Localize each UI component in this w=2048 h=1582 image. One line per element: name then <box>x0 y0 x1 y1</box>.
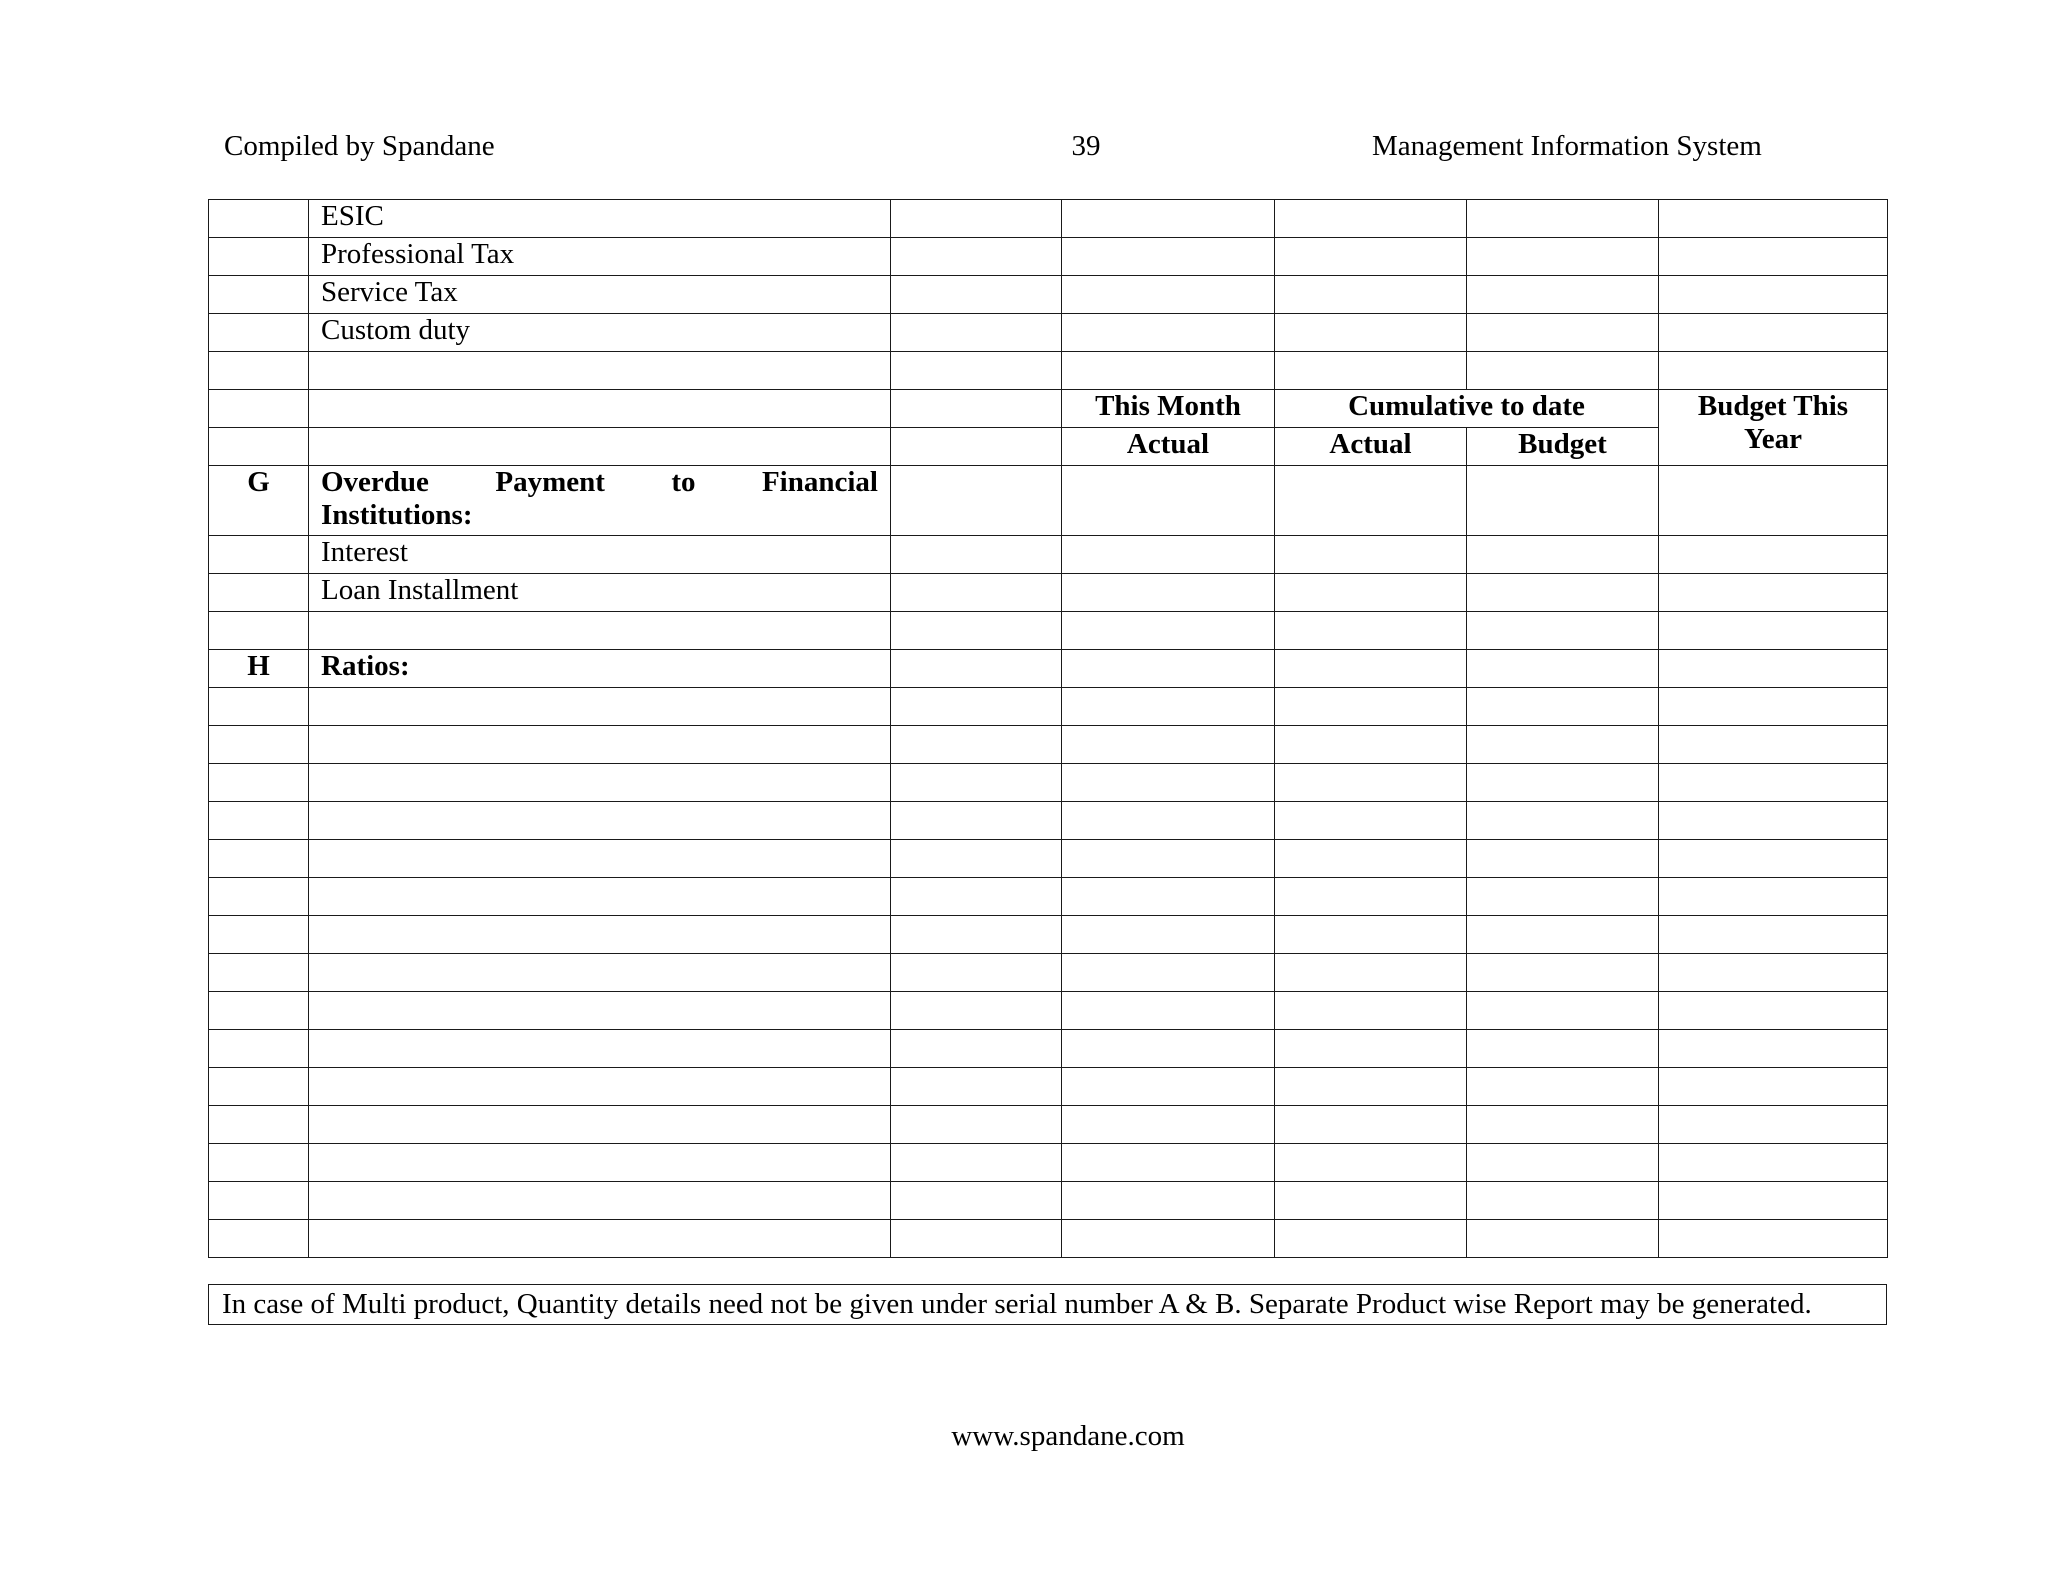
row-label-professional-tax: Professional Tax <box>309 238 891 276</box>
cell <box>1275 802 1467 840</box>
section-title-g-line1 <box>321 466 878 499</box>
cell <box>1275 466 1467 536</box>
cell <box>1467 802 1659 840</box>
header-budget-this-year <box>1659 390 1888 466</box>
table-row <box>209 688 1888 726</box>
cell <box>209 916 309 954</box>
cell <box>309 1182 891 1220</box>
cell <box>891 992 1062 1030</box>
section-title-g-line2: Institutions: <box>321 499 473 531</box>
table-row <box>209 954 1888 992</box>
table-row <box>209 726 1888 764</box>
cell <box>891 574 1062 612</box>
cell <box>1467 1144 1659 1182</box>
cell <box>891 238 1062 276</box>
cell <box>1659 612 1888 650</box>
cell <box>1062 916 1275 954</box>
cell <box>891 314 1062 352</box>
title-word: Overdue <box>321 466 429 498</box>
cell <box>1062 466 1275 536</box>
cell <box>1659 992 1888 1030</box>
cell <box>1467 352 1659 390</box>
cell <box>1467 916 1659 954</box>
cell <box>309 878 891 916</box>
cell <box>1467 1030 1659 1068</box>
cell <box>1062 536 1275 574</box>
cell <box>1062 1220 1275 1258</box>
cell <box>1659 650 1888 688</box>
cell <box>209 1106 309 1144</box>
cell <box>309 840 891 878</box>
cell <box>1275 1068 1467 1106</box>
cell <box>891 726 1062 764</box>
header-this-month-actual: Actual <box>1062 428 1275 466</box>
cell <box>209 390 309 428</box>
cell <box>1467 1068 1659 1106</box>
cell <box>1467 612 1659 650</box>
cell <box>1659 536 1888 574</box>
table-row <box>209 200 1888 238</box>
table-row <box>209 1144 1888 1182</box>
cell <box>1062 612 1275 650</box>
cell <box>1062 314 1275 352</box>
table-row <box>209 612 1888 650</box>
cell <box>1659 878 1888 916</box>
cell <box>1275 954 1467 992</box>
cell <box>1275 688 1467 726</box>
cell <box>209 688 309 726</box>
cell <box>1275 1144 1467 1182</box>
table-row <box>209 574 1888 612</box>
title-word: to <box>671 466 696 498</box>
cell <box>1467 840 1659 878</box>
table-row <box>209 840 1888 878</box>
cell <box>891 390 1062 428</box>
cell <box>1659 840 1888 878</box>
table-row <box>209 764 1888 802</box>
cell <box>1467 992 1659 1030</box>
cell <box>1062 276 1275 314</box>
cell <box>1467 276 1659 314</box>
cell <box>1062 1030 1275 1068</box>
cell <box>1275 352 1467 390</box>
cell <box>1659 1068 1888 1106</box>
row-label-loan-installment: Loan Installment <box>309 574 891 612</box>
header-this-month: This Month <box>1062 390 1275 428</box>
table-row <box>209 238 1888 276</box>
cell <box>1467 536 1659 574</box>
cell <box>1659 466 1888 536</box>
header-budget-this-year-line2: Year <box>1744 423 1802 455</box>
cell <box>1275 916 1467 954</box>
cell <box>209 428 309 466</box>
cell <box>1062 878 1275 916</box>
cell <box>309 954 891 992</box>
cell <box>309 1068 891 1106</box>
header-title: Management Information System <box>1372 130 1762 162</box>
cell <box>891 878 1062 916</box>
cell <box>309 1030 891 1068</box>
cell <box>1062 1144 1275 1182</box>
table-row <box>209 276 1888 314</box>
cell <box>209 1144 309 1182</box>
cell <box>891 764 1062 802</box>
table-row <box>209 1106 1888 1144</box>
cell <box>1062 764 1275 802</box>
table-row <box>209 992 1888 1030</box>
cell <box>1467 1106 1659 1144</box>
cell <box>1062 650 1275 688</box>
cell <box>1275 574 1467 612</box>
cell <box>1062 726 1275 764</box>
cell <box>1275 276 1467 314</box>
cell <box>891 1182 1062 1220</box>
section-row-g <box>209 466 1888 536</box>
cell <box>1659 1220 1888 1258</box>
cell <box>1275 1220 1467 1258</box>
cell <box>309 1144 891 1182</box>
cell <box>309 802 891 840</box>
cell <box>309 1106 891 1144</box>
cell <box>891 352 1062 390</box>
cell <box>1659 726 1888 764</box>
section-title-g <box>309 466 891 536</box>
cell <box>209 574 309 612</box>
cell <box>1467 878 1659 916</box>
cell <box>891 916 1062 954</box>
cell <box>209 802 309 840</box>
cell <box>309 612 891 650</box>
cell <box>1467 466 1659 536</box>
title-word: Payment <box>495 466 605 498</box>
cell <box>209 840 309 878</box>
cell <box>1659 688 1888 726</box>
row-label-interest: Interest <box>309 536 891 574</box>
cell <box>309 992 891 1030</box>
cell <box>1659 314 1888 352</box>
cell <box>1275 1182 1467 1220</box>
cell <box>891 802 1062 840</box>
table-row <box>209 1068 1888 1106</box>
cell <box>209 536 309 574</box>
cell <box>209 612 309 650</box>
cell <box>1467 726 1659 764</box>
note-box: In case of Multi product, Quantity details need not be given under serial number A & B. Separate Product wise Report may be generated. <box>208 1284 1887 1325</box>
cell <box>891 1220 1062 1258</box>
cell <box>209 954 309 992</box>
table-row <box>209 1030 1888 1068</box>
cell <box>891 1068 1062 1106</box>
cell <box>1467 1182 1659 1220</box>
cell <box>309 688 891 726</box>
cell <box>891 200 1062 238</box>
header-compiled-by: Compiled by Spandane <box>224 130 495 162</box>
cell <box>891 1144 1062 1182</box>
cell <box>1062 352 1275 390</box>
cell <box>209 764 309 802</box>
cell <box>1062 1068 1275 1106</box>
cell <box>1659 802 1888 840</box>
cell <box>1275 878 1467 916</box>
cell <box>1659 954 1888 992</box>
cell <box>309 390 891 428</box>
cell <box>1062 574 1275 612</box>
cell <box>1467 238 1659 276</box>
cell <box>1659 200 1888 238</box>
cell <box>1659 1030 1888 1068</box>
cell <box>1659 574 1888 612</box>
section-letter-g: G <box>209 466 309 536</box>
cell <box>1659 764 1888 802</box>
cell <box>309 1220 891 1258</box>
header-cumulative-actual: Actual <box>1275 428 1467 466</box>
cell <box>891 466 1062 536</box>
cell <box>1275 314 1467 352</box>
cell <box>1467 1220 1659 1258</box>
row-label-custom-duty: Custom duty <box>309 314 891 352</box>
footer-url: www.spandane.com <box>951 1420 1185 1452</box>
cell <box>1467 764 1659 802</box>
cell <box>1659 1106 1888 1144</box>
header-cumulative-budget: Budget <box>1467 428 1659 466</box>
cell <box>1275 200 1467 238</box>
column-header-row <box>209 390 1888 428</box>
cell <box>891 954 1062 992</box>
cell <box>891 428 1062 466</box>
cell <box>209 726 309 764</box>
table-row <box>209 878 1888 916</box>
cell <box>1659 1182 1888 1220</box>
cell <box>891 688 1062 726</box>
cell <box>891 612 1062 650</box>
table-row <box>209 536 1888 574</box>
table-row <box>209 916 1888 954</box>
cell <box>209 352 309 390</box>
cell <box>1275 650 1467 688</box>
cell <box>1062 840 1275 878</box>
table-row <box>209 802 1888 840</box>
section-letter-h: H <box>209 650 309 688</box>
cell <box>1659 276 1888 314</box>
cell <box>209 992 309 1030</box>
cell <box>1062 238 1275 276</box>
cell <box>1275 238 1467 276</box>
cell <box>209 878 309 916</box>
cell <box>1659 916 1888 954</box>
cell <box>1467 650 1659 688</box>
cell <box>209 1182 309 1220</box>
cell <box>309 352 891 390</box>
column-header-row <box>209 428 1888 466</box>
cell <box>209 238 309 276</box>
title-word: Financial <box>761 466 878 498</box>
cell <box>891 276 1062 314</box>
cell <box>209 314 309 352</box>
cell <box>1062 688 1275 726</box>
cell <box>1275 992 1467 1030</box>
cell <box>209 1068 309 1106</box>
cell <box>1659 352 1888 390</box>
table-row <box>209 1182 1888 1220</box>
cell <box>1062 1106 1275 1144</box>
cell <box>891 536 1062 574</box>
cell <box>1275 1106 1467 1144</box>
cell <box>209 276 309 314</box>
cell <box>1467 954 1659 992</box>
cell <box>1275 1030 1467 1068</box>
cell <box>1062 200 1275 238</box>
cell <box>1275 612 1467 650</box>
cell <box>1275 726 1467 764</box>
cell <box>891 650 1062 688</box>
cell <box>1275 840 1467 878</box>
cell <box>1062 992 1275 1030</box>
section-row-h <box>209 650 1888 688</box>
row-label-service-tax: Service Tax <box>309 276 891 314</box>
cell <box>1659 238 1888 276</box>
cell <box>309 916 891 954</box>
cell <box>209 1220 309 1258</box>
cell <box>309 428 891 466</box>
cell <box>1275 536 1467 574</box>
cell <box>209 200 309 238</box>
cell <box>1467 314 1659 352</box>
cell <box>209 1030 309 1068</box>
cell <box>309 726 891 764</box>
section-title-h: Ratios: <box>309 650 891 688</box>
cell <box>891 1106 1062 1144</box>
header-budget-this-year-line1: Budget This <box>1697 390 1849 422</box>
cell <box>1467 688 1659 726</box>
cell <box>891 840 1062 878</box>
cell <box>1659 1144 1888 1182</box>
table-row <box>209 314 1888 352</box>
cell <box>1467 200 1659 238</box>
cell <box>1062 954 1275 992</box>
cell <box>1062 802 1275 840</box>
cell <box>1275 764 1467 802</box>
blank-rows <box>209 688 1888 1258</box>
mis-table <box>208 199 1888 1258</box>
table-row <box>209 1220 1888 1258</box>
cell <box>309 764 891 802</box>
page-number: 39 <box>1071 130 1101 162</box>
table-row <box>209 352 1888 390</box>
header-cumulative-to-date: Cumulative to date <box>1275 390 1659 428</box>
row-label-esic: ESIC <box>309 200 891 238</box>
cell <box>1062 1182 1275 1220</box>
cell <box>891 1030 1062 1068</box>
cell <box>1467 574 1659 612</box>
